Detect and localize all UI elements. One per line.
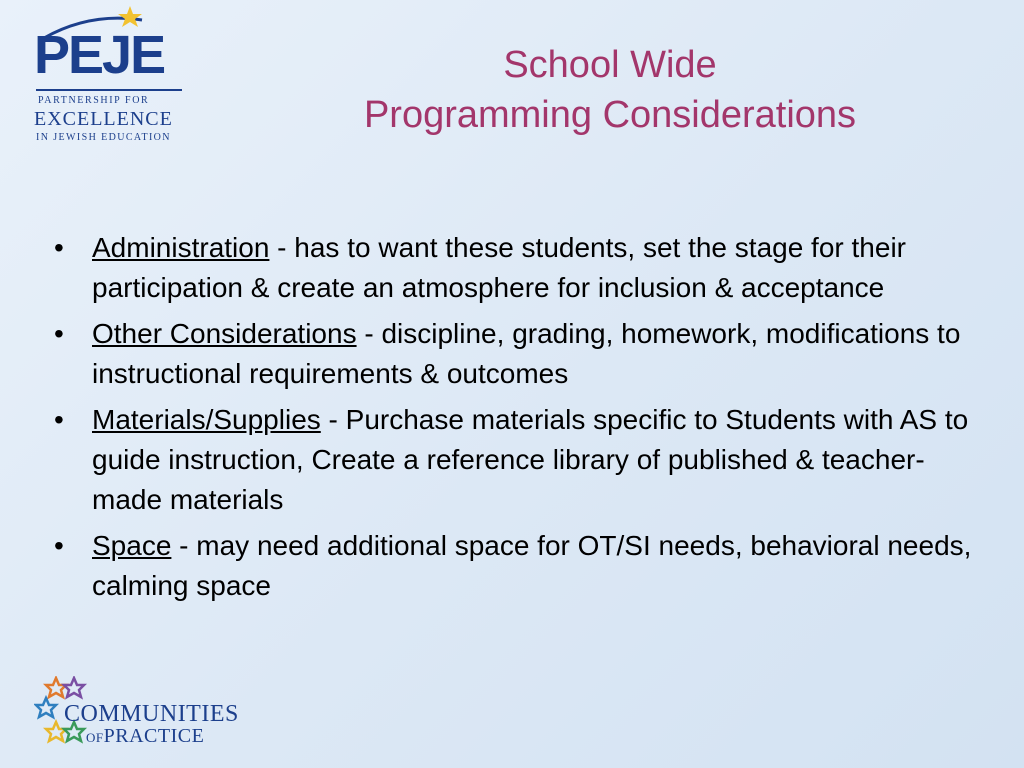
bullet-text: - Purchase materials specific to Students with AS to guide instruction, Create a reference library of published & teacher-made materials	[92, 404, 969, 515]
bullet-text: - discipline, grading, homework, modifications to instructional requirements & outcomes	[92, 318, 961, 389]
bullet-term: Materials/Supplies	[92, 404, 321, 435]
peje-logo-line2: EXCELLENCE	[34, 108, 173, 130]
peje-logo-line3: IN JEWISH EDUCATION	[36, 132, 171, 143]
slide-title-line2: Programming Considerations	[363, 94, 857, 136]
peje-logo-divider	[36, 89, 182, 91]
peje-logo-wordmark: PEJE	[34, 25, 165, 85]
bullet-item-materials-supplies	[52, 400, 982, 520]
bullet-dot-icon: •	[54, 530, 64, 561]
cop-logo-line2: OFPRACTICE	[86, 725, 205, 747]
peje-logo	[30, 6, 190, 146]
cop-logo-line1: COMMUNITIES	[64, 701, 239, 727]
slide-title	[290, 40, 930, 140]
bullet-term: Other Considerations	[92, 318, 357, 349]
peje-logo-line1: PARTNERSHIP FOR	[38, 95, 150, 106]
slide-title-line1: School Wide	[503, 44, 717, 86]
bullet-item-administration	[52, 228, 982, 308]
bullet-text: - may need additional space for OT/SI needs, behavioral needs, calming space	[92, 530, 972, 601]
bullet-dot-icon: •	[54, 404, 64, 435]
bullet-term: Administration	[92, 232, 270, 263]
bullet-list	[52, 228, 982, 612]
bullet-item-other-considerations	[52, 314, 982, 394]
bullet-term: Space	[92, 530, 172, 561]
bullet-dot-icon: •	[54, 232, 64, 263]
communities-of-practice-logo	[34, 676, 254, 756]
bullet-dot-icon: •	[54, 318, 64, 349]
bullet-text: - has to want these students, set the stage for their participation & create an atmosphere for inclusion & acceptance	[92, 232, 906, 303]
bullet-item-space	[52, 526, 982, 606]
